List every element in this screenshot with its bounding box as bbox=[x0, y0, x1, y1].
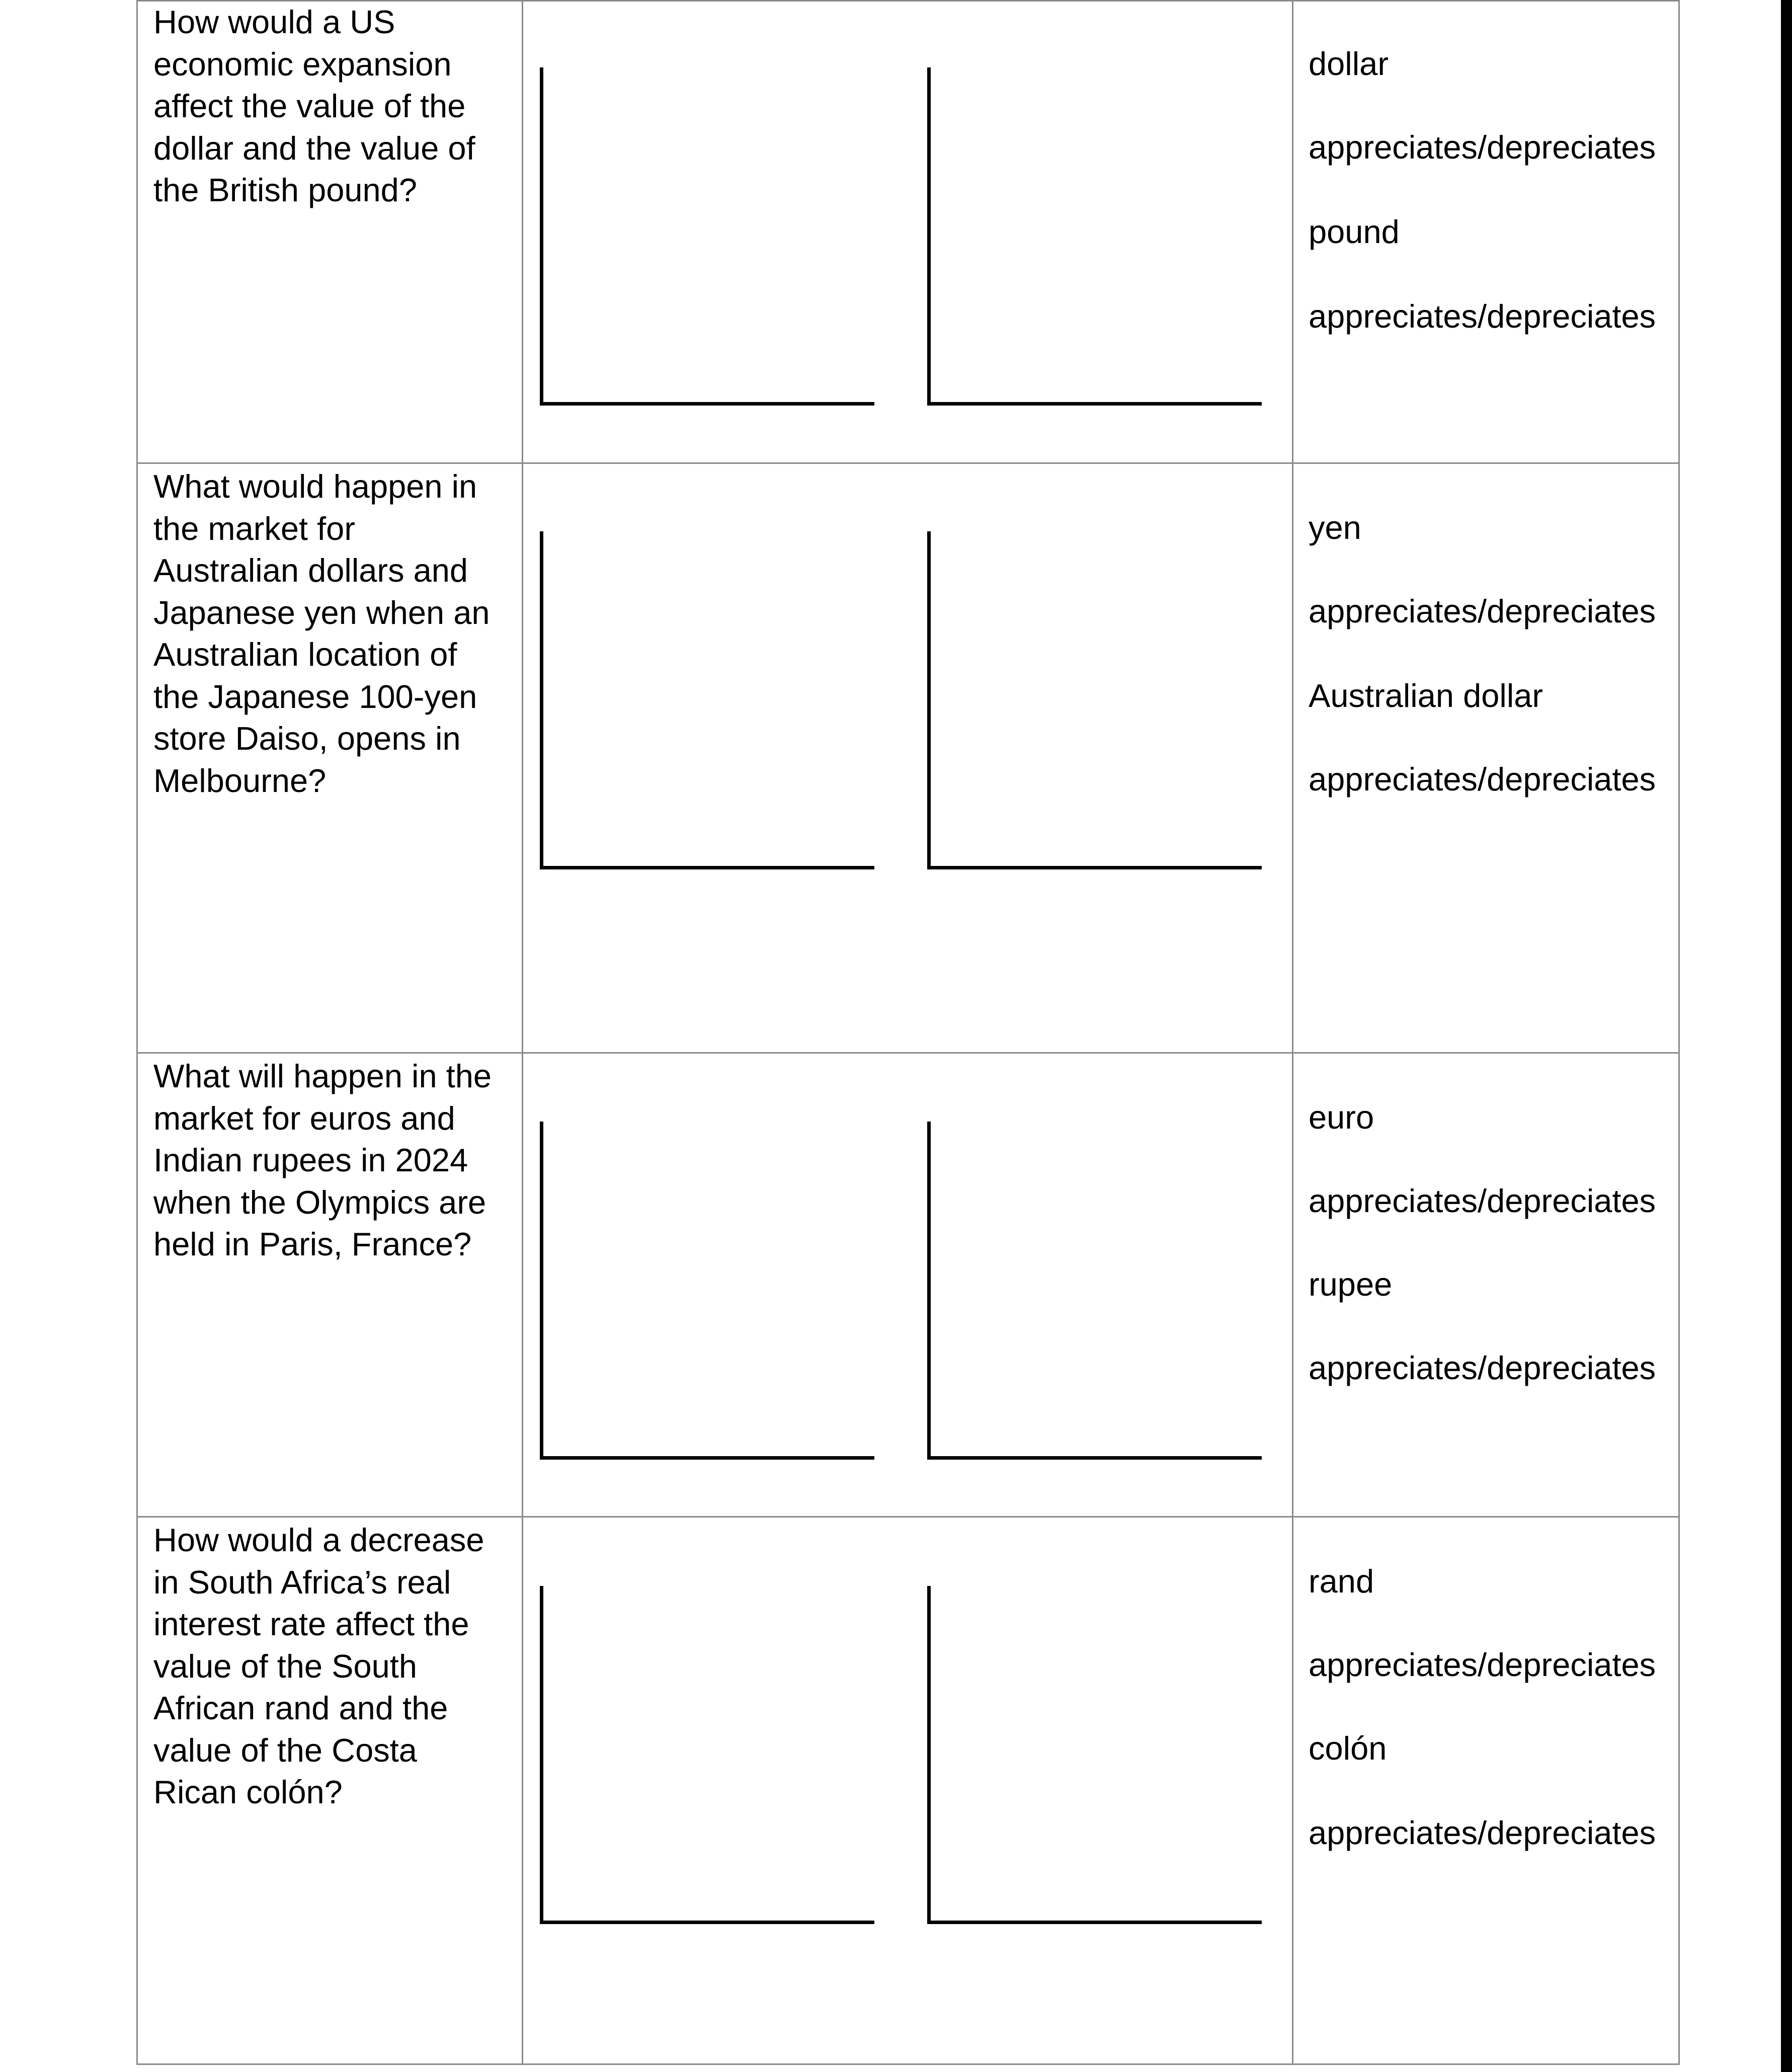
row-2-graph-left[interactable] bbox=[540, 531, 874, 869]
y-axis bbox=[927, 67, 931, 406]
question-line: economic expansion bbox=[153, 45, 452, 83]
question-line: the British pound? bbox=[153, 172, 417, 208]
question-line: African rand and the bbox=[153, 1690, 448, 1726]
question-line: value of the South bbox=[153, 1647, 417, 1685]
row-1-graph-left[interactable] bbox=[540, 67, 874, 406]
row-1-question bbox=[153, 1, 516, 211]
question-line: Australian dollars and bbox=[153, 552, 468, 589]
appreciates-depreciates-choice[interactable]: appreciates/depreciates bbox=[1309, 129, 1656, 166]
row-2-answers bbox=[1309, 464, 1681, 1052]
question-line: Japanese yen when an bbox=[153, 594, 490, 631]
y-axis bbox=[540, 1122, 543, 1460]
question-line: the market for bbox=[153, 510, 355, 547]
table-divider-answers bbox=[1292, 0, 1293, 2065]
x-axis bbox=[540, 402, 874, 406]
question-line: when the Olympics are bbox=[153, 1183, 486, 1221]
x-axis bbox=[540, 1456, 874, 1460]
currency-label: rupee bbox=[1309, 1266, 1393, 1303]
row-3-graph-left[interactable] bbox=[540, 1122, 874, 1460]
table-divider-question bbox=[522, 0, 523, 2065]
question-line: the Japanese 100-yen bbox=[153, 678, 477, 715]
y-axis bbox=[540, 531, 543, 869]
question-line: interest rate affect the bbox=[153, 1606, 469, 1642]
page-edge-bar bbox=[1781, 0, 1792, 2072]
row-4-question bbox=[153, 1519, 516, 1813]
y-axis bbox=[540, 1586, 543, 1924]
question-line: affect the value of the bbox=[153, 88, 466, 124]
row-4-graph-right[interactable] bbox=[927, 1586, 1262, 1924]
row-2-graph-right[interactable] bbox=[927, 531, 1262, 869]
appreciates-depreciates-choice[interactable]: appreciates/depreciates bbox=[1309, 761, 1656, 798]
question-line: How would a US bbox=[153, 4, 395, 40]
currency-label: rand bbox=[1309, 1563, 1374, 1600]
currency-label: pound bbox=[1309, 213, 1400, 250]
question-line: Melbourne? bbox=[153, 762, 327, 799]
x-axis bbox=[540, 1921, 874, 1924]
x-axis bbox=[927, 866, 1262, 869]
currency-label: Australian dollar bbox=[1309, 677, 1543, 714]
question-line: Indian rupees in 2024 bbox=[153, 1142, 468, 1178]
row-2-question bbox=[153, 465, 516, 802]
question-line: How would a decrease bbox=[153, 1522, 484, 1558]
appreciates-depreciates-choice[interactable]: appreciates/depreciates bbox=[1309, 1182, 1656, 1219]
row-3-answers bbox=[1309, 1054, 1681, 1516]
x-axis bbox=[927, 402, 1262, 406]
y-axis bbox=[927, 531, 931, 869]
currency-label: yen bbox=[1309, 509, 1361, 546]
row-3-graph-right[interactable] bbox=[927, 1122, 1262, 1460]
table-border-left bbox=[136, 0, 138, 2065]
currency-label: euro bbox=[1309, 1099, 1374, 1136]
appreciates-depreciates-choice[interactable]: appreciates/depreciates bbox=[1309, 1349, 1656, 1386]
question-line: held in Paris, France? bbox=[153, 1226, 472, 1262]
appreciates-depreciates-choice[interactable]: appreciates/depreciates bbox=[1309, 1646, 1656, 1683]
appreciates-depreciates-choice[interactable]: appreciates/depreciates bbox=[1309, 298, 1656, 335]
x-axis bbox=[927, 1456, 1262, 1460]
question-line: Rican colón? bbox=[153, 1774, 343, 1810]
question-line: What will happen in the bbox=[153, 1058, 492, 1094]
question-line: value of the Costa bbox=[153, 1731, 417, 1769]
currency-label: colón bbox=[1309, 1730, 1387, 1767]
table-border-bottom bbox=[136, 2063, 1680, 2065]
question-line: Australian location of bbox=[153, 636, 457, 673]
row-3-question bbox=[153, 1055, 516, 1265]
y-axis bbox=[927, 1586, 931, 1924]
row-1-answers bbox=[1309, 0, 1681, 462]
y-axis bbox=[927, 1122, 931, 1460]
x-axis bbox=[927, 1921, 1262, 1924]
x-axis bbox=[540, 866, 874, 869]
question-line: in South Africa’s real bbox=[153, 1563, 451, 1601]
appreciates-depreciates-choice[interactable]: appreciates/depreciates bbox=[1309, 1814, 1656, 1851]
question-line: dollar and the value of bbox=[153, 129, 475, 167]
question-line: store Daiso, opens in bbox=[153, 720, 461, 757]
question-line: market for euros and bbox=[153, 1099, 455, 1137]
row-4-answers bbox=[1309, 1518, 1681, 2063]
currency-label: dollar bbox=[1309, 45, 1389, 82]
row-4-graph-left[interactable] bbox=[540, 1586, 874, 1924]
y-axis bbox=[540, 67, 543, 406]
appreciates-depreciates-choice[interactable]: appreciates/depreciates bbox=[1309, 593, 1656, 629]
question-line: What would happen in bbox=[153, 468, 477, 505]
row-1-graph-right[interactable] bbox=[927, 67, 1262, 406]
